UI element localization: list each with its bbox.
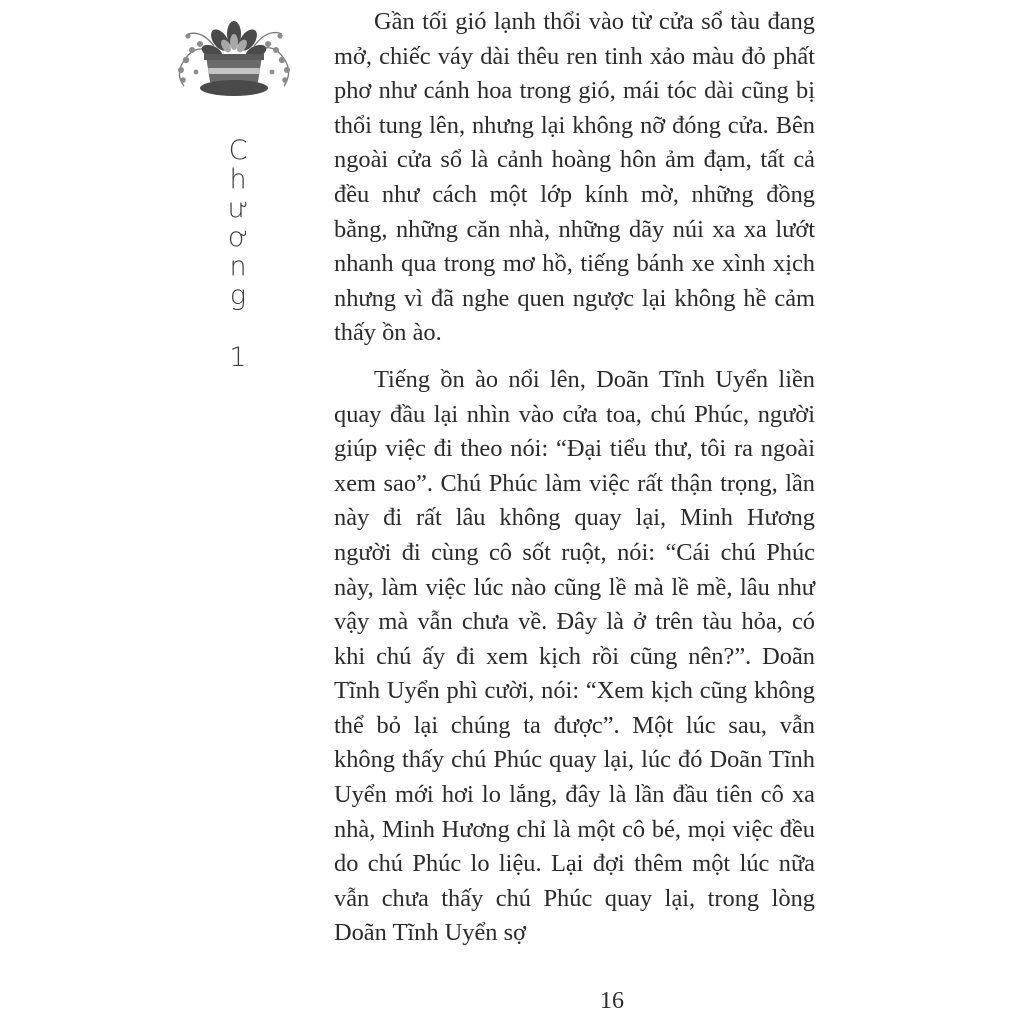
potted-plant-ornament-icon	[172, 12, 296, 104]
chapter-letter: h	[229, 164, 247, 195]
body-text	[334, 5, 815, 951]
chapter-number: 1	[229, 342, 247, 373]
chapter-heading	[220, 136, 256, 373]
paragraph: Tiếng ồn ào nổi lên, Doãn Tĩnh Uyển liền quay đầu lại nhìn vào cửa toa, chú Phúc, người giúp việc đi theo nói: “Đại tiểu thư, tôi ra ngoài xem sao”. Chú Phúc làm việc rất thận trọng, lần này đi rất lâu không quay lại, Minh Hương người đi cùng cô sốt ruột, nói: “Cái chú Phúc này, làm việc lúc nào cũng lề mà lề mề, lâu như vậy mà vẫn chưa về. Đây là ở trên tàu hỏa, có khi chú ấy đi xem kịch rồi cũng nên?”. Doãn Tĩnh Uyển phì cười, nói: “Xem kịch cũng không thể bỏ lại chúng ta được”. Một lúc sau, vẫn không thấy chú Phúc quay lại, lúc đó Doãn Tĩnh Uyển mới hơi lo lắng, đây là lần đầu tiên cô xa nhà, Minh Hương chỉ là một cô bé, mọi việc đều do chú Phúc lo liệu. Lại đợi thêm một lúc nữa vẫn chưa thấy chú Phúc quay lại, trong lòng Doãn Tĩnh Uyển sợ	[334, 365, 815, 947]
chapter-letter: g	[229, 280, 247, 311]
page-number: 16	[600, 988, 624, 1014]
paragraph: Gần tối gió lạnh thổi vào từ cửa sổ tàu đang mở, chiếc váy dài thêu ren tinh xảo màu đỏ phất phơ như cánh hoa trong gió, mái tóc dài cũng bị thổi tung lên, nhưng lại không nỡ đóng cửa. Bên ngoài cửa sổ là cảnh hoàng hôn ảm đạm, tất cả đều như cách một lớp kính mờ, những đồng bằng, những căn nhà, những dãy núi xa xa lướt nhanh qua trong mơ hồ, tiếng bánh xe xình xịch nhưng vì đã nghe quen ngược lại không hề cảm thấy ồn ào.	[334, 8, 815, 347]
chapter-letter: C	[228, 135, 248, 166]
chapter-letter: n	[229, 251, 247, 282]
chapter-letter: ư	[227, 193, 249, 224]
chapter-letter: ơ	[227, 222, 249, 253]
